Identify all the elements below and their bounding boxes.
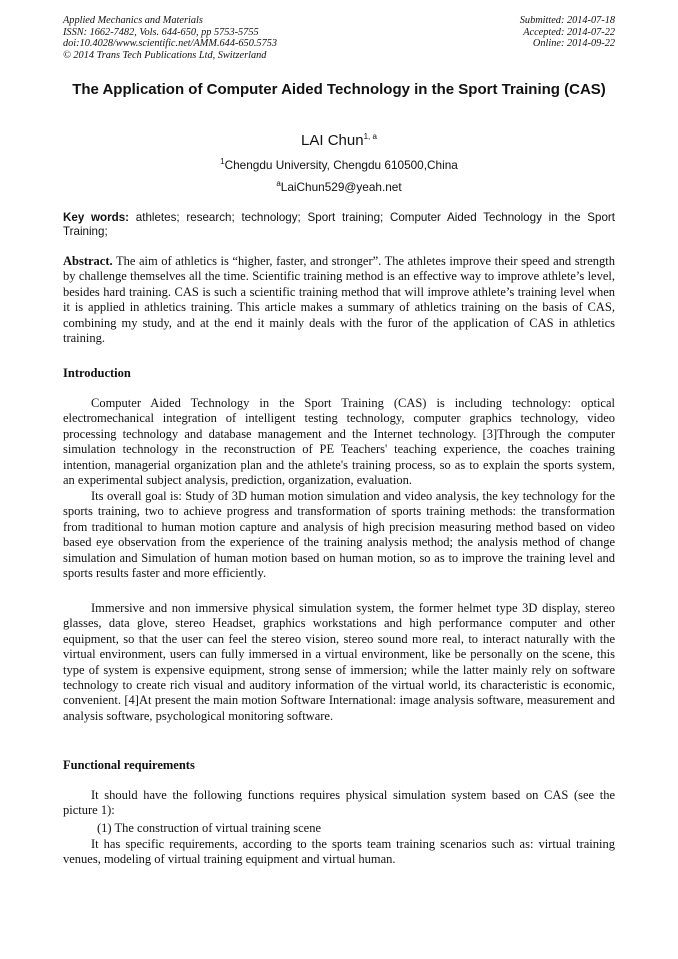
keywords-text: athletes; research; technology; Sport training; Computer Aided Technology in the Sport Training; — [63, 211, 615, 238]
abstract — [63, 254, 615, 346]
affiliation-text: Chengdu University, Chengdu 610500,China — [224, 158, 458, 172]
introduction-heading: Introduction — [63, 366, 131, 380]
accepted-date: Accepted: 2014-07-22 — [523, 26, 615, 38]
journal-metadata — [63, 15, 277, 61]
author-line — [63, 132, 615, 150]
functional-list-item-1: (1) The construction of virtual training scene — [97, 821, 322, 835]
issn-line: ISSN: 1662-7482, Vols. 644-650, pp 5753-5755 — [63, 26, 259, 38]
publication-dates — [520, 15, 615, 50]
introduction-paragraph-2: Its overall goal is: Study of 3D human motion simulation and video analysis, the key technology for the sports training, two to achieve progress and transformation of sports training methods: the transformation from traditional to human motion capture and analysis of high precision measuring method based on video based eye observation from the experience of the training analysis method; the analysis method of change simulation and Simulation of human motion based on human motion, so as to improve the training level and sports results faster and more efficiently. — [63, 489, 615, 581]
copyright-line: © 2014 Trans Tech Publications Ltd, Switzerland — [63, 49, 267, 61]
introduction-paragraph-1: Computer Aided Technology in the Sport Training (CAS) is including technology: optical electromechanical integration of intelligent testing technology, computer graphics technology, video processing technology and database management and the Internet technology. [3]Through the computer simulation technology in the reconstruction of PE Teachers' teaching experience, the coaches training intention, managerial organization plan and the athlete's training process, so as to explain the sports system, an experimental subject analysis, prediction, organization, evaluation. — [63, 396, 615, 488]
abstract-label: Abstract. — [63, 254, 113, 268]
submitted-date: Submitted: 2014-07-18 — [519, 15, 615, 26]
affiliation-superscript: 1 — [220, 157, 225, 167]
keywords — [63, 211, 615, 239]
doi-line: doi:10.4028/www.scientific.net/AMM.644-650.5753 — [63, 38, 278, 50]
keywords-label: Key words: — [63, 211, 130, 224]
author-email — [63, 180, 615, 194]
abstract-text: The aim of athletics is “higher, faster, and stronger”. The athletes improve their speed and strength by challenge themselves all the time. Scientific training method is an effective way to improve athlete’s level, besides hard training. CAS is such a scientific training method that will improve athlete’s training level when it is applied in athletics training. This article makes a summary of athletics training on the basis of CAS, combining my study, and at the end it mainly deals with the furor of the application of CAS in athletics training. — [63, 254, 615, 346]
affiliation — [63, 158, 615, 172]
email-text: LaiChun529@yeah.net — [280, 180, 402, 194]
introduction-paragraph-3: Immersive and non immersive physical simulation system, the former helmet type 3D display, stereo glasses, data glove, stereo Headset, graphics workstations and high performance computer and other equipment, so that the user can feel the stereo vision, stereo sound more real, to interact naturally with the virtual environment, users can fully immersed in a virtual environment, like be personally on the scene, this type of system is expensive equipment, strong sense of immersion; while the latter mainly rely on software technology to create rich visual and auditory information of the virtual world, its characteristic is economic, convenient. [4]At present the main motion Software International: image analysis software, measurement and analysis software, psychological monitoring software. — [63, 601, 615, 723]
email-superscript: a — [276, 179, 281, 189]
journal-name: Applied Mechanics and Materials — [63, 15, 203, 26]
author-name: LAI Chun — [301, 132, 364, 149]
functional-paragraph-2: It has specific requirements, according to the sports team training scenarios such as: virtual training venues, modeling of virtual training equipment and virtual human. — [63, 837, 615, 867]
functional-paragraph-1: It should have the following functions requires physical simulation system based on CAS (see the picture 1): — [63, 788, 615, 818]
paper-title: The Application of Computer Aided Technology in the Sport Training (CAS) — [72, 81, 606, 98]
author-superscript: 1, a — [363, 132, 377, 141]
functional-requirements-heading: Functional requirements — [63, 758, 195, 772]
online-date: Online: 2014-09-22 — [532, 38, 615, 50]
